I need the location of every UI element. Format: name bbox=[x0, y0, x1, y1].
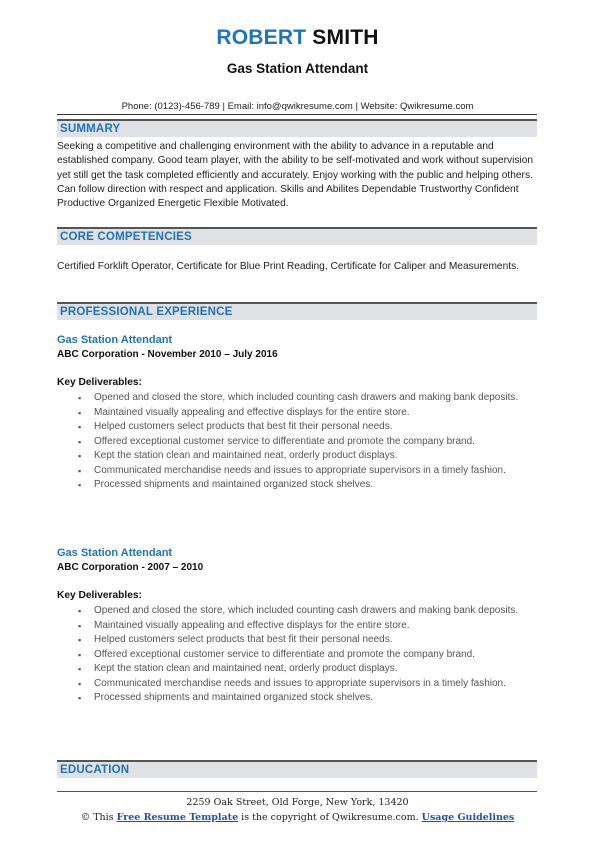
candidate-name bbox=[0, 26, 595, 50]
contact-line: Phone: (0123)-456-789 | Email: info@qwikresume.com | Website: Qwikresume.com bbox=[121, 101, 474, 112]
bullet-icon: ▪ bbox=[78, 465, 82, 476]
list-item-text: Maintained visually appealing and effective displays for the entire store. bbox=[94, 619, 410, 631]
list-item-text: Communicated merchandise needs and issues to appropriate supervisors in a timely fashion. bbox=[94, 677, 506, 689]
bullet-icon: ▪ bbox=[78, 480, 82, 490]
footer-divider bbox=[57, 791, 537, 792]
bullet-icon: ▪ bbox=[78, 678, 82, 689]
copyright-middle: is the copyright of Qwikresume.com. bbox=[241, 812, 419, 823]
job-role: Gas Station Attendant bbox=[57, 334, 173, 346]
list-item bbox=[57, 435, 525, 450]
list-item bbox=[57, 406, 525, 421]
bullet-icon: ▪ bbox=[78, 693, 82, 703]
last-name: SMITH bbox=[312, 26, 379, 49]
list-item bbox=[57, 420, 525, 435]
section-heading-competencies: CORE COMPETENCIES bbox=[57, 227, 537, 245]
job-role: Gas Station Attendant bbox=[57, 547, 173, 559]
summary-text: Seeking a competitive and challenging environment with the ability to advance in a reputable and established company. Good team player, with the ability to be self-motivated and work without supervision yet still get the task completed efficiently and accurately. Enjoy working with the public and helping others. Can follow direction with respect and application. Skills and Abilites Dependable Trustworthy Confident Productive Organized Energetic Flexible Motivated. bbox=[57, 141, 534, 210]
bullet-icon: ▪ bbox=[78, 635, 82, 645]
footer-copyright bbox=[0, 812, 595, 823]
bullet-icon: ▪ bbox=[78, 393, 82, 403]
list-item bbox=[57, 619, 525, 634]
deliverables-list bbox=[57, 604, 525, 706]
list-item-text: Kept the station clean and maintained neat, orderly product displays. bbox=[94, 663, 398, 674]
key-deliverables-label: Key Deliverables: bbox=[57, 590, 142, 601]
list-item-text: Helped customers select products that best fit their personal needs. bbox=[94, 634, 393, 645]
list-item-text: Processed shipments and maintained organized stock shelves. bbox=[94, 692, 374, 703]
deliverables-list bbox=[57, 391, 525, 493]
list-item-text: Maintained visually appealing and effective displays for the entire store. bbox=[94, 406, 410, 418]
list-item bbox=[57, 691, 525, 706]
bullet-icon: ▪ bbox=[78, 664, 82, 674]
bullet-icon: ▪ bbox=[78, 649, 82, 660]
list-item-text: Helped customers select products that best fit their personal needs. bbox=[94, 421, 393, 432]
job-company-dates: ABC Corporation - November 2010 – July 2016 bbox=[57, 349, 278, 360]
bullet-icon: ▪ bbox=[78, 407, 82, 418]
list-item bbox=[57, 478, 525, 493]
bullet-icon: ▪ bbox=[78, 606, 82, 616]
list-item-text: Opened and closed the store, which included counting cash drawers and making bank deposits. bbox=[94, 605, 519, 616]
bullet-icon: ▪ bbox=[78, 620, 82, 631]
list-item bbox=[57, 648, 525, 663]
key-deliverables-label: Key Deliverables: bbox=[57, 377, 142, 388]
section-heading-summary: SUMMARY bbox=[57, 119, 537, 137]
list-item-text: Kept the station clean and maintained neat, orderly product displays. bbox=[94, 450, 398, 461]
competencies-text: Certified Forklift Operator, Certificate for Blue Print Reading, Certificate for Caliper and Measurements. bbox=[57, 261, 520, 272]
job-company-dates: ABC Corporation - 2007 – 2010 bbox=[57, 562, 204, 573]
list-item-text: Offered exceptional customer service to differentiate and promote the company brand. bbox=[94, 648, 475, 660]
list-item bbox=[57, 391, 525, 406]
list-item bbox=[57, 677, 525, 692]
copyright-prefix: © This bbox=[80, 812, 114, 823]
first-name: ROBERT bbox=[216, 26, 307, 49]
usage-guidelines-link[interactable]: Usage Guidelines bbox=[421, 812, 515, 823]
candidate-title: Gas Station Attendant bbox=[226, 61, 369, 76]
free-resume-template-link[interactable]: Free Resume Template bbox=[116, 812, 239, 823]
list-item bbox=[57, 464, 525, 479]
list-item-text: Offered exceptional customer service to differentiate and promote the company brand. bbox=[94, 435, 475, 447]
list-item-text: Processed shipments and maintained organized stock shelves. bbox=[94, 479, 374, 490]
list-item-text: Communicated merchandise needs and issues to appropriate supervisors in a timely fashion. bbox=[94, 464, 506, 476]
list-item bbox=[57, 633, 525, 648]
bullet-icon: ▪ bbox=[78, 451, 82, 461]
bullet-icon: ▪ bbox=[78, 422, 82, 432]
section-heading-experience: PROFESSIONAL EXPERIENCE bbox=[57, 302, 537, 320]
bullet-icon: ▪ bbox=[78, 436, 82, 447]
contact-divider bbox=[57, 114, 537, 115]
list-item bbox=[57, 662, 525, 677]
section-heading-education: EDUCATION bbox=[57, 760, 537, 778]
list-item-text: Opened and closed the store, which included counting cash drawers and making bank deposits. bbox=[94, 392, 519, 403]
footer-address: 2259 Oak Street, Old Forge, New York, 13420 bbox=[186, 797, 409, 808]
list-item bbox=[57, 604, 525, 619]
list-item bbox=[57, 449, 525, 464]
